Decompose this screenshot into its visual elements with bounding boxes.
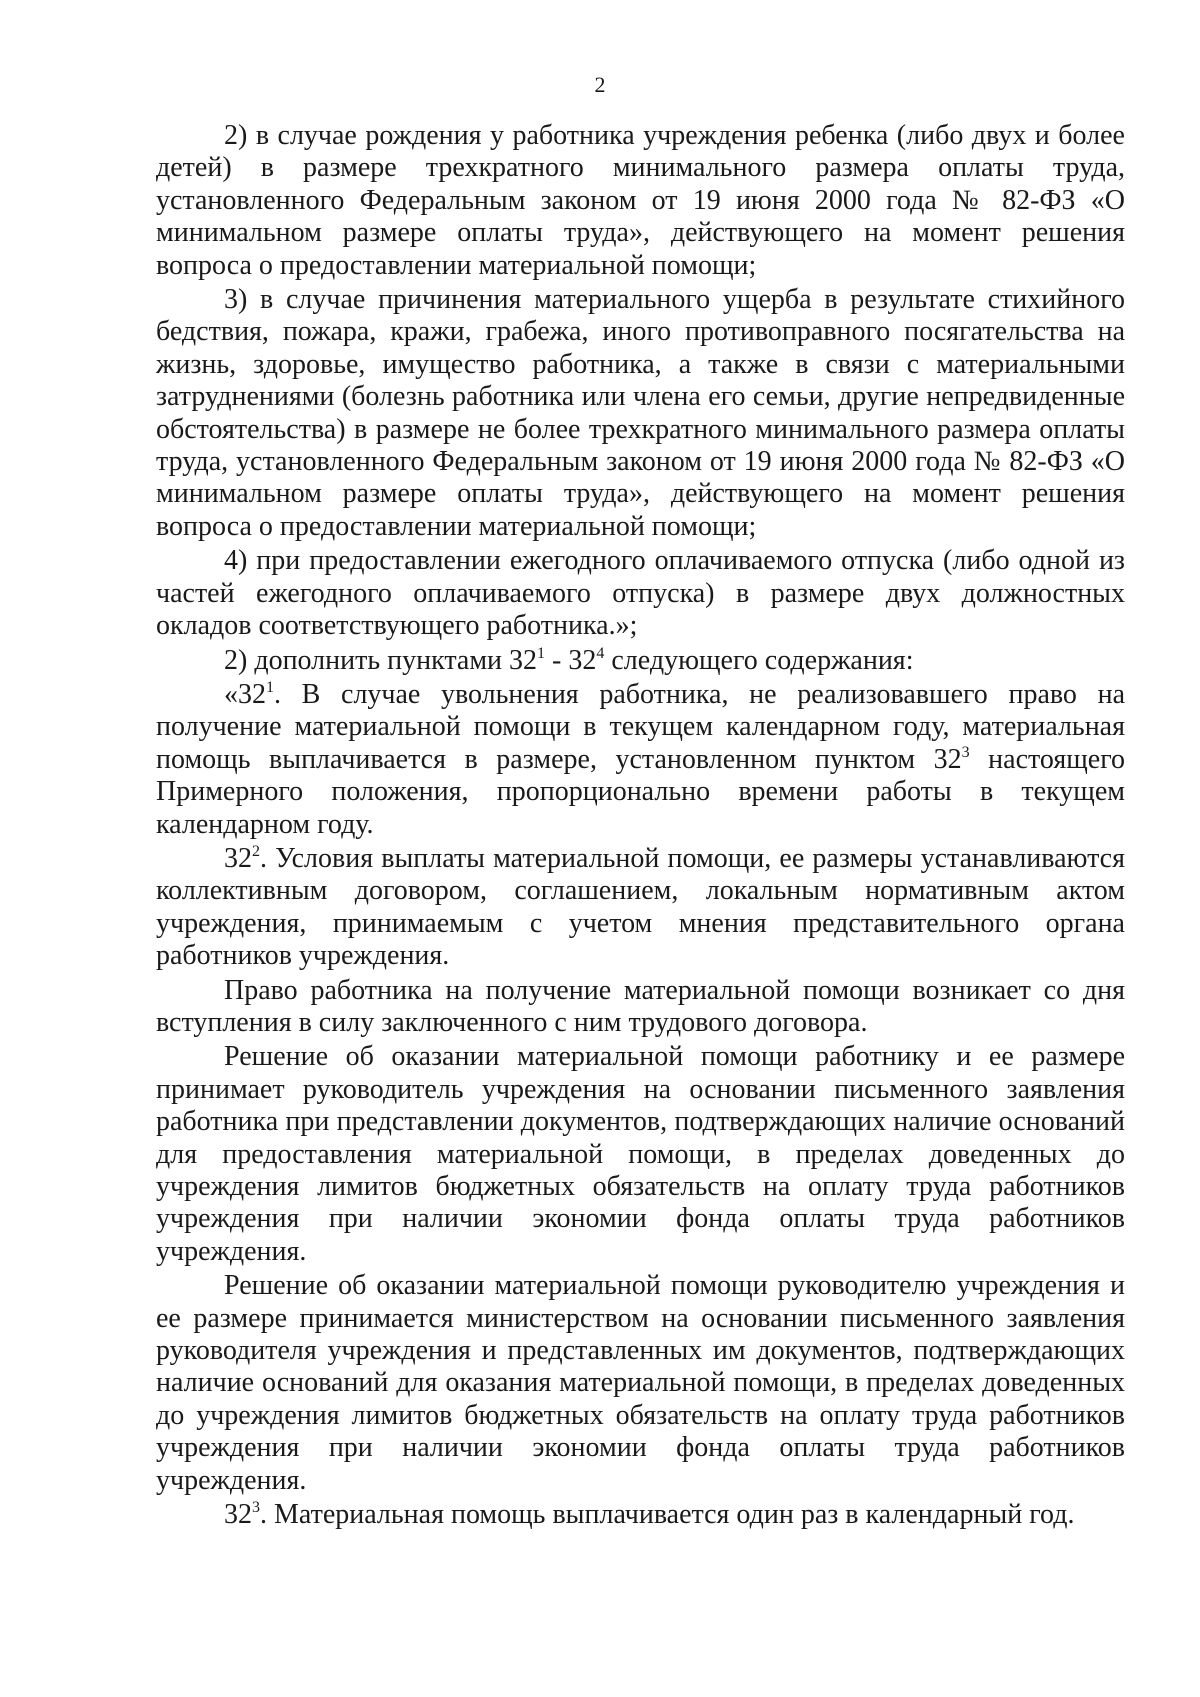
- page-number: 2: [594, 72, 606, 97]
- document-body: [156, 120, 1125, 1531]
- paragraph-annual-leave: 4) при предоставлении ежегодного оплачиваемого отпуска (либо одной из частей ежегодного оплачиваемого отпуска) в размере двух должностных окладов соответствующего работника.»;: [156, 545, 1125, 642]
- paragraph-decision-head: Решение об оказании материальной помощи руководителю учреждения и ее размере принимается министерством на основании письменного заявления руководителя учреждения и представленных им документов, подтверждающих наличие оснований для оказания материальной помощи, в пределах доведенных до учреждения лимитов бюджетных обязательств на оплату труда работников учреждения при наличии экономии фонда оплаты труда работников учреждения.: [156, 1270, 1125, 1496]
- paragraph-decision-employee: Решение об оказании материальной помощи работнику и ее размере принимает руководитель учреждения на основании письменного заявления работника при представлении документов, подтверждающих наличие оснований для предоставления материальной помощи, в пределах доведенных до учреждения лимитов бюджетных обязательств на оплату труда работников учреждения при наличии экономии фонда оплаты труда работников учреждения.: [156, 1041, 1125, 1267]
- paragraph-birth-of-child: 2) в случае рождения у работника учреждения ребенка (либо двух и более детей) в размере трехкратного минимального размера оплаты труда, установленного Федеральным законом от 19 июня 2000 года № 82-ФЗ «О минимальном размере оплаты труда», действующего на момент решения вопроса о предоставлении материальной помощи;: [156, 120, 1125, 281]
- paragraph-material-damage: 3) в случае причинения материального ущерба в результате стихийного бедствия, пожара, кражи, грабежа, иного противоправного посягательства на жизнь, здоровье, имущество работника, а также в связи с материальными затруднениями (болезнь работника или члена его семьи, другие непредвиденные обстоятельства) в размере не более трехкратного минимального размера оплаты труда, установленного Федеральным законом от 19 июня 2000 года № 82-ФЗ «О минимальном размере оплаты труда», действующего на момент решения вопроса о предоставлении материальной помощи;: [156, 284, 1125, 542]
- paragraph-32-2: $32^2$. Условия выплаты материальной помощи, ее размеры устанавливаются коллективным договором, соглашением, локальным нормативным актом учреждения, принимаемым с учетом мнения представительного органа работников учреждения.: [156, 842, 1125, 972]
- paragraph-right-to-assistance: Право работника на получение материальной помощи возникает со дня вступления в силу заключенного с ним трудового договора.: [156, 974, 1125, 1038]
- paragraph-amendment: 2) дополнить пунктами $32^1 - 32^4$ следующего содержания:: [224, 644, 914, 676]
- paragraph-32-3: $32^3$. Материальная помощь выплачивается один раз в календарный год.: [224, 1499, 1075, 1531]
- paragraph-32-1: «$32^1$. В случае увольнения работника, не реализовавшего право на получение материальной помощи в текущем календарном году, материальная помощь выплачивается в размере, установленном пунктом $32^3$ настоящего Примерного положения, пропорционально времени работы в текущем календарном году.: [156, 678, 1126, 840]
